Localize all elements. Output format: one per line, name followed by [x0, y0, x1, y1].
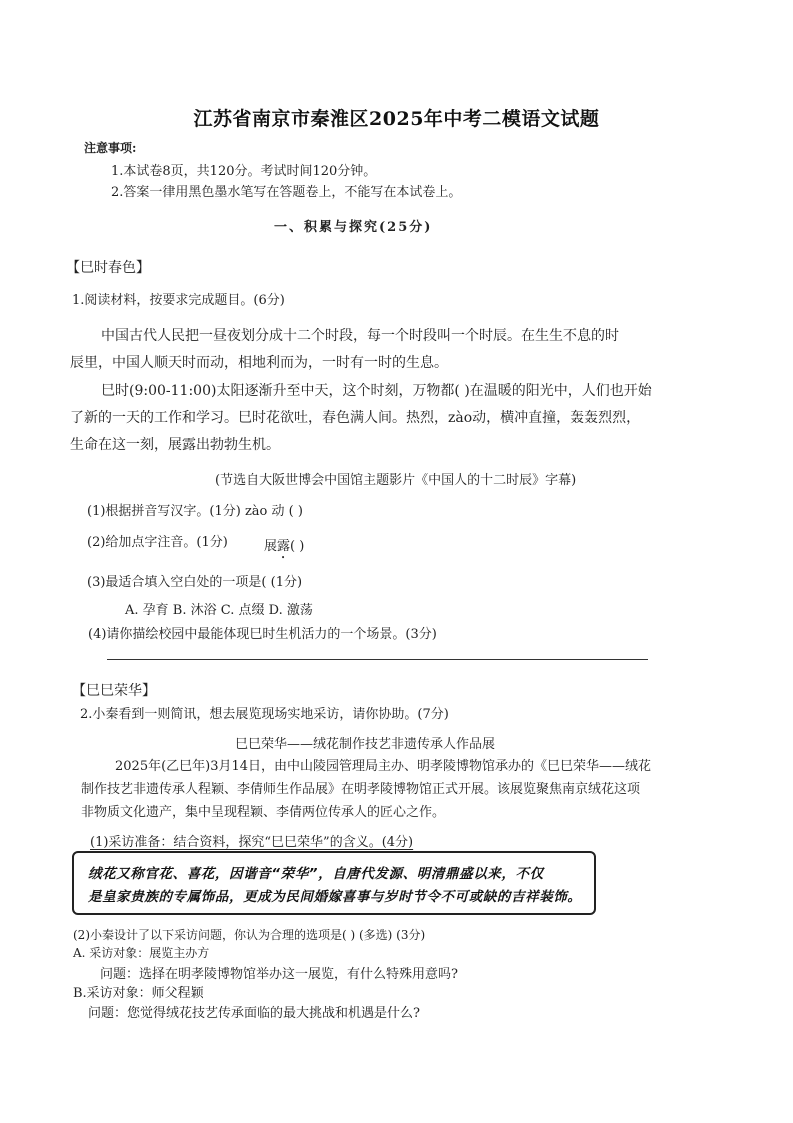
passage-source: (节选自大阪世博会中国馆主题影片《中国人的十二时辰》字幕) — [215, 473, 577, 488]
passage-line: 了新的一天的工作和学习。巳时花欲吐，春色满人间。热烈，zào动，横冲直撞，轰轰烈烈， — [70, 410, 641, 426]
option-a-label: A. 采访对象：展览主办方 — [73, 946, 210, 960]
passage-line: 中国古代人民把一昼夜划分成十二个时段，每一个时段叫一个时辰。在生生不息的时 — [101, 328, 619, 344]
part2-tag: 【巳巳荣华】 — [72, 683, 156, 699]
passage-line: 辰里，中国人顺天时而动，相地利而为，一时有一时的生息。 — [70, 355, 448, 371]
page-title: 江苏省南京市秦淮区2025年中考二模语文试题 — [193, 108, 600, 130]
material-line: 绒花又称官花、喜花，因谐音“荣华”，自唐代发源、明清鼎盛以来，不仅 — [88, 866, 544, 882]
plain-char: 展 — [264, 539, 278, 554]
passage-line: 生命在这一刻，展露出勃勃生机。 — [70, 437, 280, 453]
news-line: 2025年(乙巳年)3月14日，由中山陵园管理局主办、明孝陵博物馆承办的《巳巳荣华——绒花 — [115, 759, 652, 774]
subquestion-2-2: (2)小秦设计了以下采访问题，你认为合理的选项是( ) (多选) (3分) — [73, 928, 426, 942]
answer-line — [107, 659, 648, 660]
news-title: 巳巳荣华——绒花制作技艺非遗传承人作品展 — [235, 737, 496, 752]
question-1: 1.阅读材料，按要求完成题目。(6分) — [72, 293, 285, 308]
question-2: 2.小秦看到一则简讯，想去展览现场实地采访，请你协助。(7分) — [80, 707, 449, 722]
news-line: 制作技艺非遗传承人程颖、李倩师生作品展》在明孝陵博物馆正式开展。该展览聚焦南京绒花这项 — [81, 782, 641, 797]
section-heading: 一、积累与探究(25分) — [274, 220, 433, 235]
material-box — [72, 851, 596, 915]
subquestion-1: (1)根据拼音写汉字。(1分) zào 动 ( ) — [87, 504, 303, 519]
news-line: 非物质文化遗产，集中呈现程颖、李倩两位传承人的匠心之作。 — [81, 805, 446, 820]
option-b-question: 问题：您觉得绒花技艺传承面临的最大挑战和机遇是什么? — [88, 1006, 420, 1021]
notice-heading: 注意事项: — [84, 141, 137, 155]
subquestion-2-1: (1)采访准备：结合资料，探究“巳巳荣华”的含义。(4分) — [90, 835, 414, 850]
subquestion-3: (3)最适合填入空白处的一项是( (1分) — [87, 575, 303, 590]
subquestion-2: (2)给加点字注音。(1分) — [87, 535, 228, 550]
notice-item-1: 1.本试卷8页，共120分。考试时间120分钟。 — [111, 164, 377, 179]
option-b-label: B.采访对象：师父程颖 — [73, 986, 204, 1001]
part1-tag: 【巳时春色】 — [66, 260, 150, 276]
option-a-question: 问题：选择在明孝陵博物馆举办这一展览，有什么特殊用意吗? — [100, 967, 458, 982]
material-line: 是皇家贵族的专属饰品，更成为民间婚嫁喜事与岁时节令不可或缺的吉祥装饰。 — [88, 889, 582, 905]
notice-item-2: 2.答案一律用黑色墨水笔写在答题卷上，不能写在本试卷上。 — [111, 185, 462, 200]
subquestion-2-word — [264, 535, 304, 562]
passage-line: 巳时(9:00-11:00)太阳逐渐升至中天，这个时刻，万物都( )在温暖的阳光中，人们也开始 — [101, 383, 652, 399]
subquestion-4: (4)请你描绘校园中最能体现巳时生机活力的一个场景。(3分) — [88, 627, 437, 642]
subquestion-3-options: A. 孕育 B. 沐浴 C. 点缀 D. 激荡 — [125, 603, 313, 618]
answer-blank: ( ) — [290, 539, 305, 554]
dotted-char: 露 — [277, 539, 291, 554]
